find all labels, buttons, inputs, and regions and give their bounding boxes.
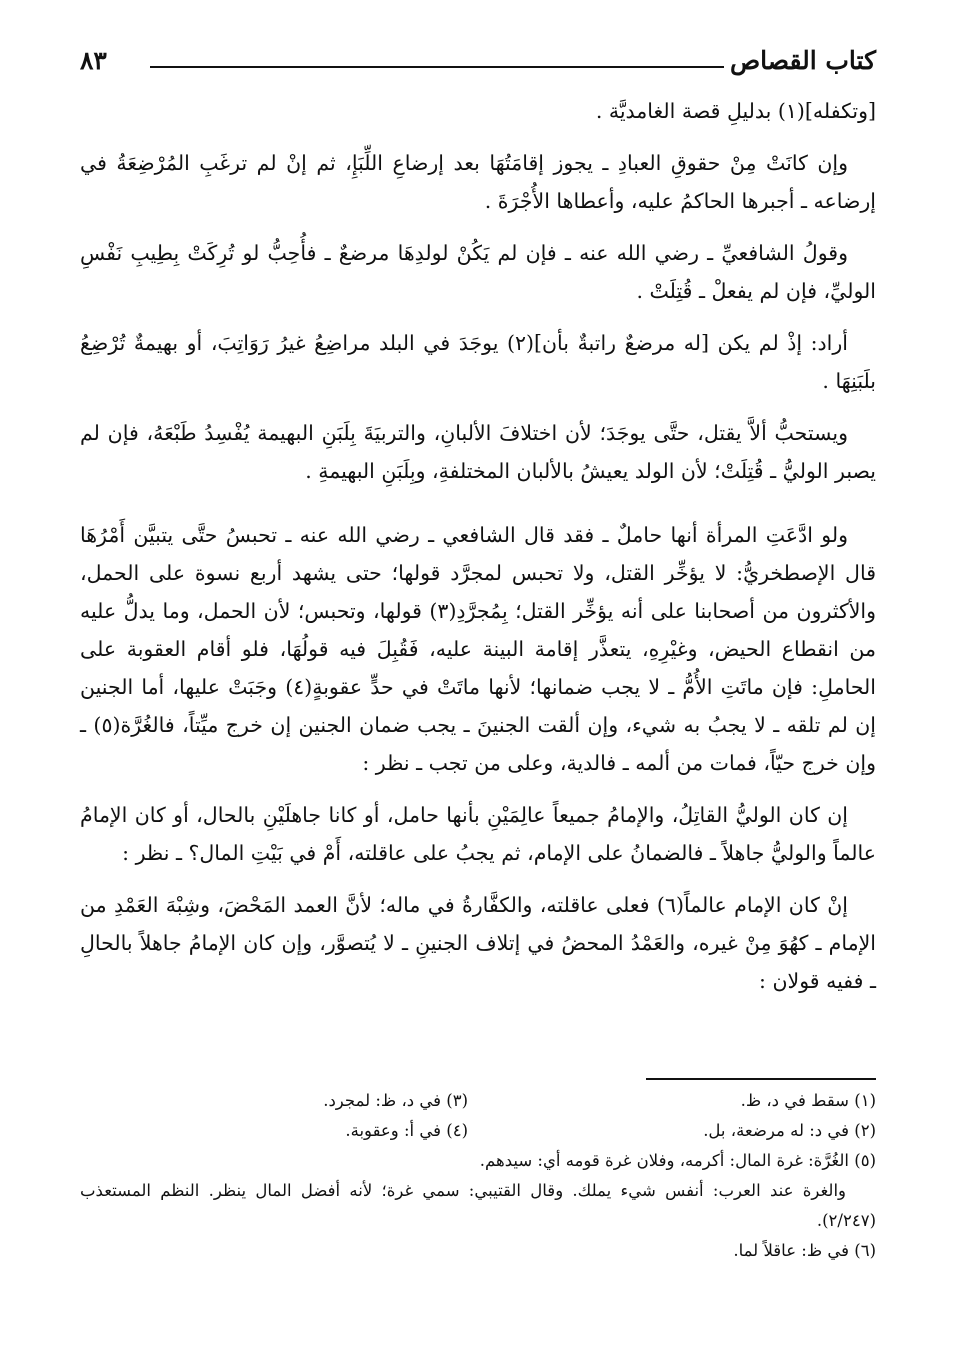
paragraph: [وتكفله](١) بدليلِ قصة الغامديَّة . <box>595 99 876 123</box>
book-title: كتاب القصاص <box>729 46 876 75</box>
page-number: ٨٣ <box>80 46 107 75</box>
footnote-rule <box>646 1078 876 1080</box>
footnote-grid <box>80 1086 876 1146</box>
paragraph: ويستحبُّ ألاَّ يقتل، حتَّى يوجَدَ؛ لأن اختلافَ الألبانِ، والتربيَةَ بِلَبَنِ البهيمة يُفْسِدُ طَبْعَهُ، فإن لم يصبر الوليُّ ـ قُتِلَتْ؛ لأن الولد يعيشُ بالألبان المختلفةِ، وبِلَبَنِ البهيمةِ . <box>80 421 876 483</box>
paragraph: أراد: إذْ لم يكن [له مرضعٌ راتبةٌ بأن](٢) يوجَدَ في البلد مراضِعُ غيرُ رَوَاتِبَ، أو بهيمةٌ تُرْضِعُ بلَبَنِهَا . <box>80 331 876 393</box>
page-header <box>80 42 876 82</box>
footnote: (٦) في ظ: عاقلاً لما. <box>733 1241 876 1260</box>
main-text <box>80 92 876 1014</box>
footnotes <box>80 1086 876 1266</box>
footnote-continuation: والغرة عند العرب: أنفس شيء يملك. وقال القتيبي: سمي غرة؛ لأنه أفضل المال ينظر. النظم المستعذب (٢/٢٤٧). <box>80 1181 876 1230</box>
footnote: (٣) في د، ظ: لمجرد. <box>323 1091 468 1110</box>
footnote: (٤) في أ: وعقوبة. <box>345 1121 468 1140</box>
header-rule <box>150 66 724 68</box>
paragraph: ولو ادَّعَتِ المرأة أنها حاملٌ ـ فقد قال الشافعي ـ رضي الله عنه ـ تحبسُ حتَّى يتبيَّن أَمْرُهَا قال الإصطخريُّ: لا يؤخِّر القتل، ولا تحبس لمجرَّد قولها؛ حتى يشهد أربع نسوة على الحمل، والأكثرون من أصحابنا على أنه يؤخِّر القتل؛ بِمُجرَّدِ(٣) قولها، وتحبس؛ لأن الحمل، وما يدلُّ عليه من انقطاع الحيض، وغيْرِهِ، يتعذَّر إقامة البينة عليه، فَقُبِلَ فيه قولُهَا، فلو أقام العقوبة على الحاملِ: فإن ماتَتِ الأُمُّ ـ لا يجب ضمانها؛ لأنها ماتَتْ في حدٍّ عقوبةٍ(٤) وجَبَتْ عليها، أما الجنين إن لم تلقه ـ لا يجبُ به شيء، وإن ألقت الجنينَ ـ يجب ضمان الجنين إن خرج ميِّتاً، فالغُرَّة(٥) ـ وإن خرج حيّاً، فمات من ألمه ـ فالدية، وعلى من تجب ـ نظر : <box>80 523 876 775</box>
footnote: (٢) في د: له مرضعة، بل. <box>703 1121 876 1140</box>
paragraph: وقولُ الشافعيِّ ـ رضي الله عنه ـ فإن لم يَكُنْ لولدِهَا مرضعٌ ـ فأُحِبُّ لو تُرِكَتْ بِطِيبِ نَفْسِ الوليِّ، فإن لم يفعلْ ـ قُتِلَتْ . <box>80 241 876 303</box>
paragraph: وإن كانَتْ مِنْ حقوقِ العبادِ ـ يجوز إقامَتُهَا بعد إرضاعِ اللِّبَإِ، ثم إنْ لم ترغَبِ المُرْضِعَةُ في إرضاعه ـ أجبرها الحاكمُ عليه، وأعطاها الأُجْرَةَ . <box>80 151 876 213</box>
footnote: (١) سقط في د، ظ. <box>740 1091 876 1110</box>
paragraph: إنْ كان الإمام عالماً(٦) فعلى عاقلته، والكفَّارةُ في ماله؛ لأنَّ العمد المَحْضَ، وشِبْهَ العَمْدِ من الإمام ـ كهُوَ مِنْ غيره، والعَمْدُ المحضُ في إتلاف الجنينِ ـ لا يُتصوَّر، وإن كان الإمامُ جاهلاً بالحالِ ـ ففيه قولان : <box>80 893 876 993</box>
paragraph: إن كان الوليُّ القاتِلُ، والإمامُ جميعاً عالِمَيْنِ بأنها حامل، أو كانا جاهلَيْنِ بالحال، أو كان الإمامُ عالماً والوليُّ جاهلاً ـ فالضمانُ على الإمام، ثم يجبُ على عاقلته، أَمْ في بَيْتِ المال؟ ـ نظر : <box>80 803 876 865</box>
footnote: (٥) الغُرَّة: غرة المال: أكرمه، وفلان غرة قومه أي: سيدهم. <box>479 1151 876 1170</box>
